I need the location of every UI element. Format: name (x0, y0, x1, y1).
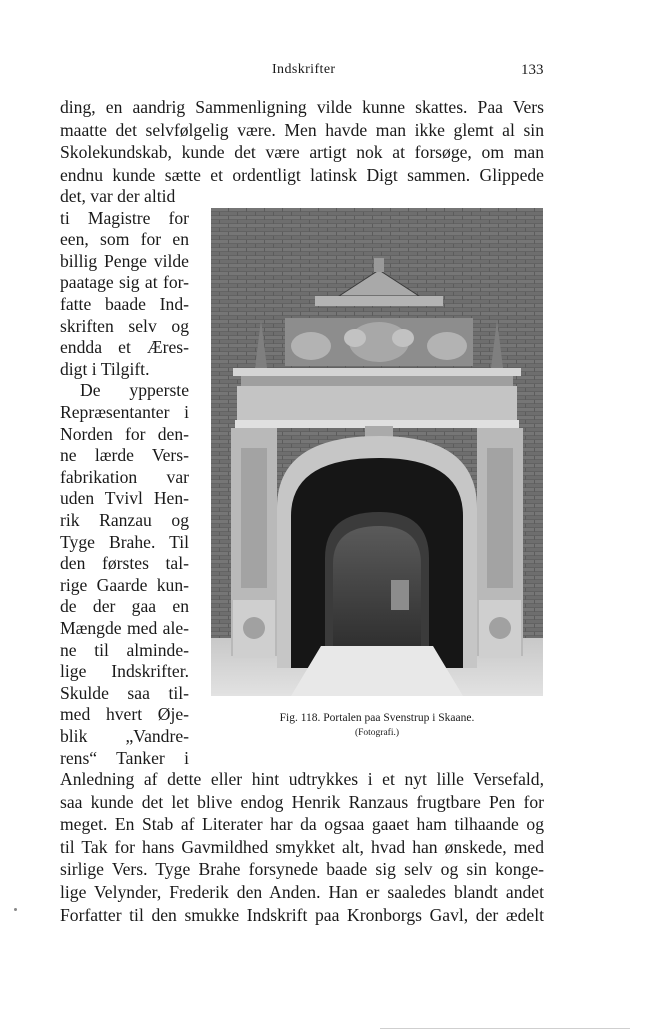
figure-photograph (211, 208, 543, 696)
body-line: Forfatter til den smukke Indskrift paa Kronborgs Gavl, der ædelt (60, 904, 544, 925)
body-line: Skulde saa til- (60, 682, 189, 703)
body-line: rik Ranzau og (60, 510, 189, 530)
page-header (0, 62, 672, 84)
body-line: til Tak for hans Gavmildhed smykket alt, hvad han ønskede, med (60, 836, 544, 857)
body-line: Skolekundskab, kunde det være artigt nok at forsøge, om man (60, 142, 544, 163)
body-line: ne lærde Vers- (60, 445, 189, 466)
body-line: rens“ Tanker i (60, 747, 189, 768)
body-line: een, som for en (60, 229, 189, 250)
running-title: Indskrifter (272, 62, 336, 77)
body-line: fabrikation var (60, 466, 189, 487)
body-line: Anledning af dette eller hint udtrykkes i et nyt lille Versefald, (60, 769, 544, 789)
body-line: endnu kunde sætte et ordentligt latinsk Digt sammen. Glippede (60, 164, 544, 185)
body-line: uden Tvivl Hen- (60, 488, 189, 509)
page-number: 133 (521, 62, 544, 78)
body-line: digt i Tilgift. (60, 358, 150, 379)
body-line: Tyge Brahe. Til (60, 531, 189, 552)
body-line: endda et Æres- (60, 337, 189, 358)
body-line: med hvert Øje- (60, 704, 189, 725)
body-line: den førstes tal- (60, 553, 189, 574)
body-line: ti Magistre for (60, 207, 189, 228)
body-line: skriften selv og (60, 315, 189, 336)
body-line: det, var der altid (60, 186, 176, 206)
body-line: maatte det selvfølgelig være. Men havde man ikke glemt al sin (60, 119, 544, 140)
figure-caption-note: (Fotografi.) (354, 728, 400, 738)
body-line: meget. En Stab af Literater har da ogsaa gaaet ham tilhaande og (60, 814, 544, 835)
body-line: billig Penge vilde (60, 250, 189, 271)
body-line: Mængde med ale- (60, 618, 189, 638)
body-line: paatage sig at for- (60, 272, 189, 293)
bottom-edge-line (380, 1028, 630, 1029)
body-line: rige Gaarde kun- (60, 574, 189, 595)
body-line: Repræsentanter i (60, 402, 189, 422)
body-line: lige Velynder, Frederik den Anden. Han er saaledes blandt andet (60, 882, 544, 902)
body-line: Norden for den- (60, 423, 189, 444)
figure-caption: Fig. 118. Portalen paa Svenstrup i Skaane. (279, 712, 475, 724)
body-line: ding, en aandrig Sammenligning vilde kunne skattes. Paa Vers (60, 97, 544, 117)
body-line: fatte baade Ind- (60, 294, 189, 314)
body-line: saa kunde det let blive endog Henrik Ranzaus frugtbare Pen for (60, 791, 544, 812)
body-line: de der gaa en (60, 596, 189, 617)
body-line: ne til alminde- (60, 639, 189, 660)
margin-speck (14, 908, 17, 911)
body-line: blik „Vandre- (60, 726, 189, 746)
portal-photo (211, 208, 543, 696)
body-line: sirlige Vers. Tyge Brahe forsynede baade sig selv og sin konge- (60, 859, 544, 880)
body-line: De ypperste (80, 380, 189, 401)
body-line: lige Indskrifter. (60, 661, 189, 682)
